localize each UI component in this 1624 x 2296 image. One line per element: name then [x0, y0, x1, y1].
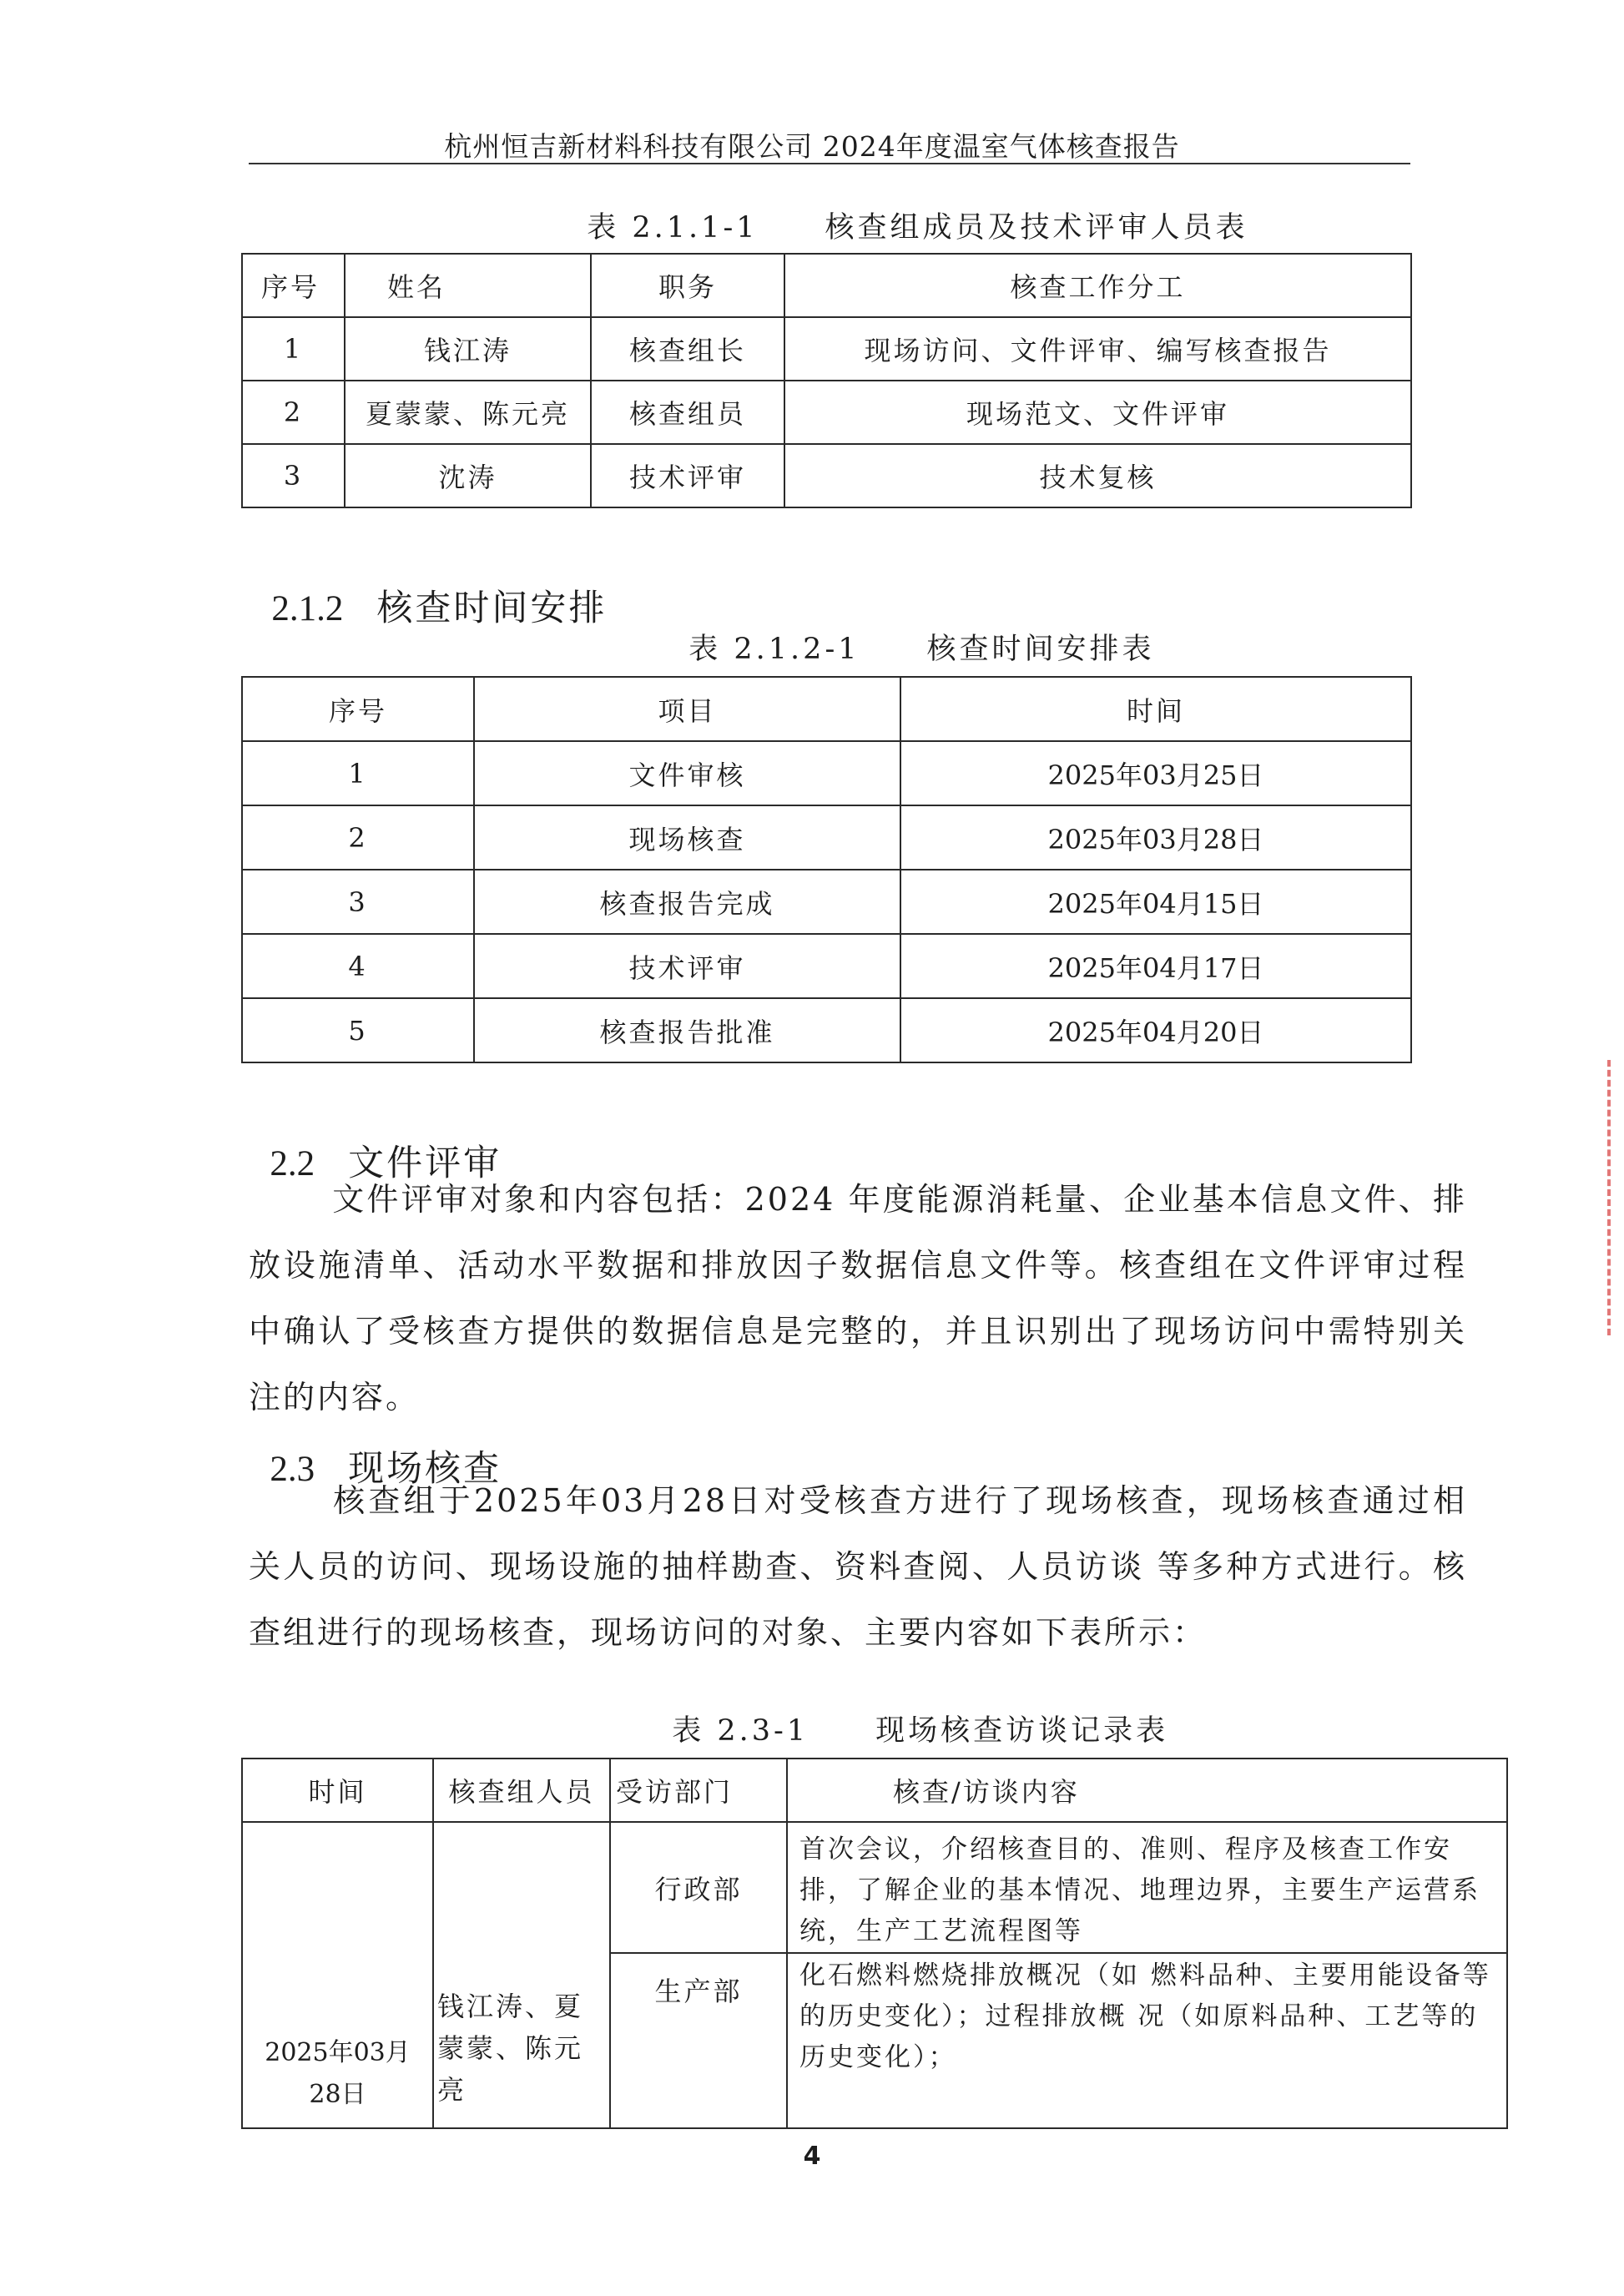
seal-stamp-edge: [1607, 1060, 1624, 1335]
dept-cell: [610, 1953, 787, 2128]
table-row: [242, 381, 1411, 444]
header-cell: 项目: [474, 677, 900, 741]
table-cell: 核查报告批准: [474, 998, 900, 1062]
table-row: [242, 998, 1411, 1062]
table-row: [242, 934, 1411, 998]
header-cell: 序号: [242, 677, 474, 741]
interview-time-cell: [242, 1822, 433, 2128]
table-row: [242, 317, 1411, 381]
table3-caption: [647, 1674, 1168, 1749]
table-cell: 2025年04月17日: [900, 934, 1411, 998]
table-row: [242, 741, 1411, 805]
section-title: 现场核查: [348, 1448, 502, 1490]
interview-time: 2025年03月28日: [265, 2038, 411, 2109]
table-cell: 3: [242, 870, 474, 934]
table3-caption-number: 表 2.3-1: [672, 1714, 809, 1748]
table-cell: 5: [242, 998, 474, 1062]
table-header-row: [242, 677, 1411, 741]
section-number: 2.3: [270, 1450, 315, 1489]
section-number: 2.2: [270, 1144, 315, 1183]
site-verification-paragraph: [249, 1468, 1467, 1666]
table2-caption-number: 表 2.1.2-1: [688, 633, 860, 666]
table-cell: 现场范文、文件评审: [784, 381, 1411, 444]
table-header-row: [242, 254, 1411, 317]
table-cell: 1: [242, 317, 345, 381]
section-number: 2.1.2: [271, 589, 344, 628]
header-cell: 受访部门: [610, 1759, 787, 1822]
dept-name: 生产部: [654, 1976, 743, 2007]
table-cell: 3: [242, 444, 345, 507]
table-cell: 技术评审: [591, 444, 784, 507]
table-cell: 2025年03月28日: [900, 805, 1411, 870]
table-cell: 现场访问、文件评审、编写核查报告: [784, 317, 1411, 381]
table-row: [242, 870, 1411, 934]
header-cell: 核查组人员: [433, 1759, 610, 1822]
header-cell: 核查工作分工: [784, 254, 1411, 317]
document-review-paragraph: [249, 1167, 1467, 1431]
table-cell: 文件审核: [474, 741, 900, 805]
table1-caption: [562, 171, 1248, 246]
table2-caption: [663, 593, 1155, 668]
header-cell: 序号: [242, 254, 345, 317]
section-title: 文件评审: [348, 1143, 502, 1184]
report-header-title: 杭州恒吉新材料科技有限公司 2024年度温室气体核查报告: [444, 130, 1180, 163]
interview-record-table: [241, 1758, 1508, 2129]
dept-name: 行政部: [654, 1873, 743, 1905]
table-cell: 钱江涛: [345, 317, 591, 381]
table1-caption-title: 核查组成员及技术评审人员表: [825, 211, 1248, 245]
dept-cell: [610, 1822, 787, 1953]
paragraph-text: 核查组于2025年03月28日对受核查方进行了现场核查，现场核查通过相关人员的访问、现场设施的抽样勘查、资料查阅、人员访谈 等多种方式进行。核查组进行的现场核查，现场访问的对象、主要内容如下表所示：: [249, 1482, 1467, 1651]
table-cell: 2: [242, 805, 474, 870]
header-cell: 姓名: [345, 254, 591, 317]
table-cell: 技术评审: [474, 934, 900, 998]
schedule-table: [241, 676, 1412, 1063]
table-cell: 核查报告完成: [474, 870, 900, 934]
header-cell: 核查/访谈内容: [787, 1759, 1507, 1822]
team-members-table: [241, 253, 1412, 508]
page-number: 4: [803, 2142, 821, 2171]
interview-members: 钱江涛、夏蒙蒙、陈元亮: [437, 1991, 584, 2106]
interview-members-cell: [433, 1822, 610, 2128]
section-heading-2-1-2: [244, 538, 607, 631]
table-cell: 现场核查: [474, 805, 900, 870]
table-cell: 2: [242, 381, 345, 444]
table3-caption-title: 现场核查访谈记录表: [875, 1714, 1169, 1748]
table-cell: 2025年04月20日: [900, 998, 1411, 1062]
table2-caption-title: 核查时间安排表: [926, 633, 1155, 666]
header-cell: 职务: [591, 254, 784, 317]
section-title: 核查时间安排: [376, 588, 608, 629]
table-cell: 1: [242, 741, 474, 805]
table-row: [242, 1822, 1507, 1953]
table-cell: 夏蒙蒙、陈元亮: [345, 381, 591, 444]
table-row: [242, 805, 1411, 870]
paragraph-text: 文件评审对象和内容包括：2024 年度能源消耗量、企业基本信息文件、排放设施清单、活动水平数据和排放因子数据信息文件等。核查组在文件评审过程中确认了受核查方提供的数据信息是完整的，并且识别出了现场访问中需特别关注的内容。: [249, 1181, 1467, 1415]
header-divider: [249, 163, 1410, 164]
header-cell: 时间: [900, 677, 1411, 741]
content-cell: 化石燃料燃烧排放概况（如 燃料品种、主要用能设备等的历史变化）；过程排放概 况（如原料品种、工艺等的历史变化）；: [787, 1953, 1507, 2128]
table-cell: 4: [242, 934, 474, 998]
table-cell: 2025年03月25日: [900, 741, 1411, 805]
table-cell: 沈涛: [345, 444, 591, 507]
table1-caption-number: 表 2.1.1-1: [587, 211, 759, 245]
table-header-row: [242, 1759, 1507, 1822]
table-cell: 核查组长: [591, 317, 784, 381]
table-cell: 核查组员: [591, 381, 784, 444]
table-row: [242, 444, 1411, 507]
content-cell: 首次会议，介绍核查目的、准则、程序及核查工作安排，了解企业的基本情况、地理边界，主要生产运营系统，生产工艺流程图等: [787, 1822, 1507, 1953]
table-cell: 技术复核: [784, 444, 1411, 507]
header-cell: 时间: [242, 1759, 433, 1822]
table-cell: 2025年04月15日: [900, 870, 1411, 934]
